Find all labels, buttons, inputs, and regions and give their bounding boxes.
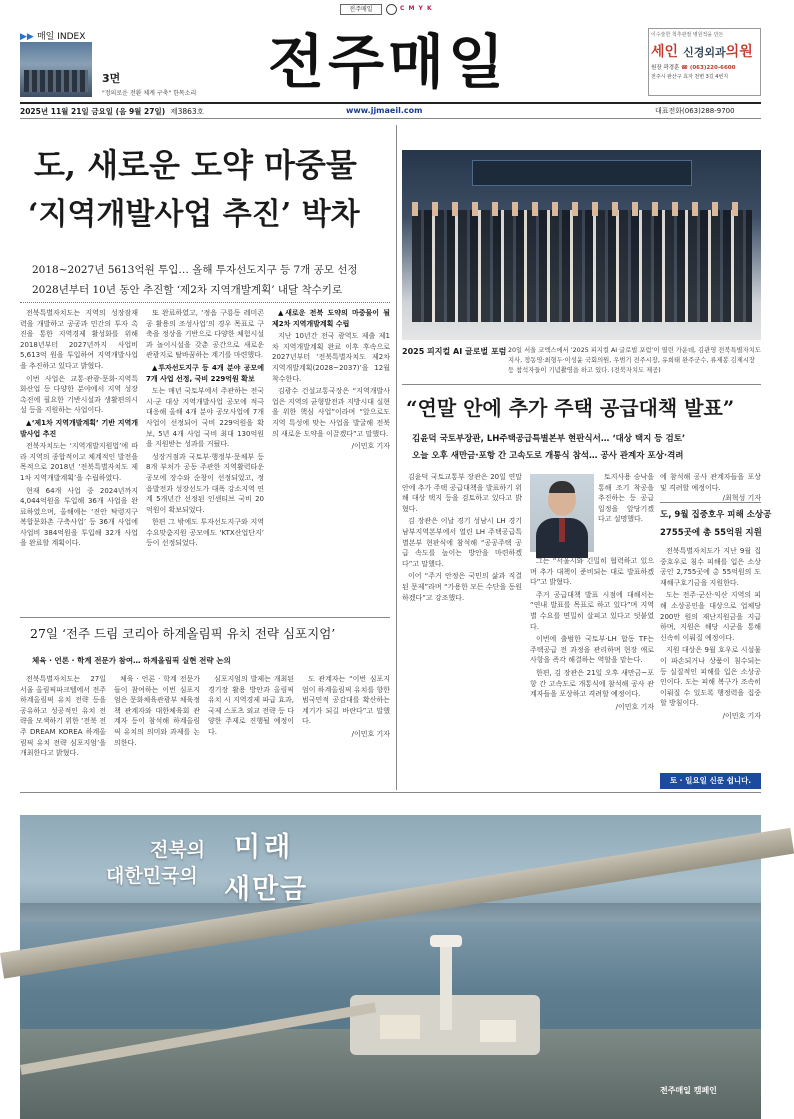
banner-line-1: 전북의 (150, 839, 206, 861)
olympic-column-2: 체육 · 언론 · 학계 전문가들이 참여하는 이번 심포지엄은 문화체육관광부 체육정책 관계자와 대한체육회 관계자 등이 참석해 하계올림픽 유치의 의미와 과제를 논의한다. (114, 675, 200, 747)
index-label: ▶▶ 매일 INDEX (20, 32, 86, 42)
masthead-date: 2025년 11월 21일 금요일 (음 9월 27일) 제3863호 (20, 107, 204, 116)
cmyk-mark: C M Y K (400, 5, 433, 12)
olympic-column-4: 도 관계자는 “이번 심포지엄이 하계올림픽 유치를 향한 범국민적 공감대를 확산하는 계기가 되길 바란다”고 말했다. /이민호 기자 (302, 675, 390, 738)
masthead-title: 전주매일 (267, 28, 509, 96)
minister-portrait (530, 474, 594, 552)
flood-body: 전북특별자치도가 지난 9월 집중호우로 침수 피해를 입은 소상공인 2,755곳에 총 55억원의 도 재해구호기금을 지원한다. 도는 전주·군산·익산 지역의 피해 소상공인을 대상으로 업체당 200만 원의 재난지원금을 지급하며, 지원은 해당 시군을 통해 신속히 이뤄질 예정이다. 지원 대상은 9월 호우로 시설물이 파손되거나 상품이 침수되는 등 실질적인 피해를 입은 소상공인이다. 도는 피해 복구가 조속히 이뤄질 수 있도록 행정력을 집중할 방침이다. /이민호 기자 (660, 547, 761, 720)
banner-brand: 전주매일 캠페인 (660, 1086, 717, 1095)
lead-column-3: ▲새로운 전북 도약의 마중물이 될 제2차 지역개발계획 수립 지난 10년간 전국 광역도 제출 제1차 지역개발계획 완료 이후 후속으로 2027년부터 ‘전북특별자치도 제2차 지역개발계획(2028~2037)’을 12월 착수한다. 김광수 건설교통국장은 “지역개발사업은 지역의 균형발전과 지방시대 실현을 위한 핵심 사업”이라며 “앞으로도 지역 특성에 맞는 사업을 발굴해 전북의 새로운 도약을 이끌겠다”고 말했다. /이민호 기자 (272, 309, 390, 451)
masthead-rule-2 (20, 118, 761, 119)
masthead-rule (20, 102, 761, 104)
housing-rule (402, 384, 761, 385)
olympic-rule (20, 617, 390, 618)
housing-column-2-top: 토지사용 승낙을 통해 조기 착공을 추진하는 등 공급 일정을 앞당기겠다고 설명했다. (598, 473, 654, 524)
housing-deck-1: 김윤덕 국토부장관, LH주택공급특별본부 현판식서… ‘대상 택지 등 검토’ (412, 434, 686, 444)
olympic-column-3: 심포지엄의 발제는 개최된 경기장 활용 방안과 올림픽 유치 시 지역경제 파급 효과, 국제 스포츠 외교 전략 등 다양한 주제로 진행될 예정이다. (208, 675, 294, 736)
registration-mark-icon (386, 4, 397, 15)
olympic-column-1: 전북특별자치도는 27일 서울 올림픽파크텔에서 전주 하계올림픽 유치 전략 등을 공유하고 성공적인 유치 전략을 모색하기 위한 ‘전북 전주 DREAM KOREA 하계올림픽 유치 전략 심포지엄’을 개최한다고 밝혔다. (20, 675, 106, 758)
olympic-headline[interactable]: 27일 ‘전주 드림 코리아 하계올림픽 유치 전략 심포지엄’ (30, 626, 336, 641)
lead-divider (20, 302, 390, 303)
lead-subhead-2: 2028년부터 10년 동안 추진할 ‘제2차 지역개발계획’ 내달 착수키로 (32, 284, 343, 296)
olympic-subheadline: 체육 · 언론 · 학계 전문가 참여… 하계올림픽 실현 전략 논의 (32, 656, 231, 665)
clinic-ad-address: 전주시 완산구 효자 천변 3길 4번지 (651, 74, 729, 80)
index-caption[interactable]: "정의로운 전환 체계 구축" 한목소리 (102, 90, 197, 97)
banner-line-2: 대한민국의 (106, 865, 198, 887)
clinic-ad-contact: 원장 곽경훈 ☎ (063)220-6600 (651, 65, 736, 71)
housing-column-1: 김윤덕 국토교통부 장관은 20일 연말 안에 추가 주택 공급대책을 발표하기 위해 대상 택지 등을 검토하고 있다고 밝혔다. 김 장관은 이날 경기 성남시 LH 경기남부지역본부에서 열린 LH 주택공급특별본부 현판식에 참석해 “공공주택 공급 속도를 높이는 방안을 마련하겠다”고 말했다. 이어 “주거 안정은 국민의 삶과 직결된 문제”라며 “가용한 모든 수단을 동원하겠다”고 강조했다. (402, 473, 522, 602)
housing-column-2: 그는 “서울시와 긴밀히 협력하고 있으며 추가 대책이 준비되는 대로 발표하겠다”고 밝혔다. 주거 공급대책 발표 시점에 대해서는 “연내 발표를 목표로 하고 있다”며 지역별 수요를 면밀히 살피고 있다고 덧붙였다. 이번에 출범한 국토부·LH 합동 TF는 주택공급 전 과정을 관리하며 현장 애로사항을 즉각 해결하는 역할을 맡는다. 한편, 김 장관은 21일 오후 새만금~포항 간 고속도로 개통식에 참석해 공사 관계자들을 포상하고 격려할 예정이다. /이민호 기자 (530, 557, 654, 711)
column-rule (396, 125, 397, 790)
lead-subhead-1: 2018~2027년 5613억원 투입… 올해 투자선도지구 등 7개 공모 선정 (32, 264, 358, 276)
bottom-rule (20, 792, 761, 793)
flood-subheadline: 2755곳에 총 55억원 지원 (660, 528, 762, 538)
clinic-ad-top: 이수술한 척추관절 병원적을 만든 (651, 32, 724, 38)
housing-continuation: 에 참석해 공사 관계자들을 포상 및 격려할 예정이다. /최혁성 기자 (660, 473, 761, 503)
lead-column-2: 또 완료하였고, ‘정읍 구룡동 레미콘공 활용의 조성사업’의 경우 목표로 구축을 정상을 기반으로 다양한 체험시설과 놀이시설을 갖춘 공간으로 새로운 관광지로 탈바꿈하는 계기를 마련했다. ▲투자선도지구 등 4개 분야 공모에 7개 사업 선정, 국비 229억원 확보 도는 매년 국토부에서 주관하는 전국 시·군 대상 지역개발사업 공모에 적극 대응해 올해 4개 분야 공모사업에 7개 사업이 선정되어 국비 229억원을 확보, 5년 4개 사업 국비 최대 130억원을 지원받는 성과를 거뒀다. 성장거점과 국토부·행정부·문체부 등 8개 부처가 공동 주관한 지역활력타운 공모에 장수와 순창이 선정되었고, 정읍발전과 성장선도가 대폭 강소지역 연계 5개년간 선정된 인센티브 국비 20억원이 확보되었다. 한편 그 밖에도 투자선도지구와 지역수요맞춤지원 공모에도 ‘KTX산업단지’ 등이 선정되었다. (146, 309, 264, 548)
photo-caption-title: 2025 피지컬 AI 글로벌 포럼 (402, 347, 507, 356)
photo-caption: 20일 서울 코엑스에서 ‘2025 피지컬 AI 글로벌 포럼’이 열린 가운데, 김관영 전북특별자치도지사, 정동영·최형두·이성윤 국회의원, 우범기 전주시장, 유희태 완주군수, 류제봉 김제시장 등 참석자들이 기념촬영을 하고 있다. (전북자치도 제공) (508, 347, 761, 374)
lead-headline-2[interactable]: ‘지역개발사업 추진’ 박차 (28, 197, 360, 232)
masthead-url[interactable]: www.jjmaeil.com (346, 106, 423, 115)
index-page[interactable]: 3면 (102, 72, 121, 85)
masthead-phone: 대표전화(063)288-9700 (655, 107, 735, 115)
saemangeum-banner[interactable] (20, 815, 761, 1110)
clinic-ad[interactable] (648, 28, 761, 96)
lead-headline-1[interactable]: 도, 새로운 도약 마중물 (34, 146, 357, 184)
flood-rule (660, 502, 761, 503)
notice-box: 토 · 일요일 신문 쉽니다. (660, 773, 761, 789)
lead-column-1: 전북특별자치도는 지역의 성장잠재력을 개발하고 공공과 민간의 투자 촉진을 통한 지역경제 활성화를 위해 2018년부터 2027년까지 사업비 5,613억 원을 투입하여 지역개발사업을 추진하고 있다고 밝혔다. 이번 사업은 교통·관광·문화·지역특화산업 등 다양한 분야에서 지역 성장촉진에 필요한 기반시설과 생활편의시설 등을 지원하는 사업이다. ▲‘제1차 지역개발계획’ 기반 지역개발사업 추진 전북자치도는 ‘지역개발지원법’에 따라 지역의 종합적이고 체계적인 발전을 목적으로 2018년 ‘전북특별자치도 제1차 지역개발계획’을 수립하였다. 현재 64개 사업 중 2024년까지 4,044억원을 투입해 36개 사업을 완료하였으며, 올해에는 ‘진안 탁령지구 복합문화촌 구축사업’ 등 36개 사업에 사업비 384억원을 투입해 32개 사업을 완료할 계획이다. (20, 309, 138, 548)
housing-headline[interactable]: “연말 안에 추가 주택 공급대책 발표” (406, 396, 735, 420)
housing-deck-2: 오늘 오후 새만금·포항 간 고속도로 개통식 참석… 공사 관계자 포상·격려 (412, 451, 684, 461)
flood-headline[interactable]: 도, 9월 집중호우 피해 소상공 (660, 510, 772, 520)
banner-big-1: 미래 (234, 832, 295, 863)
index-photo[interactable] (20, 42, 92, 97)
banner-big-2: 새만금 (224, 874, 309, 905)
edition-box: 전주매일 (340, 4, 382, 15)
clinic-ad-name: 세인 신경외과의원 (651, 44, 753, 60)
forum-photo[interactable] (402, 150, 761, 340)
